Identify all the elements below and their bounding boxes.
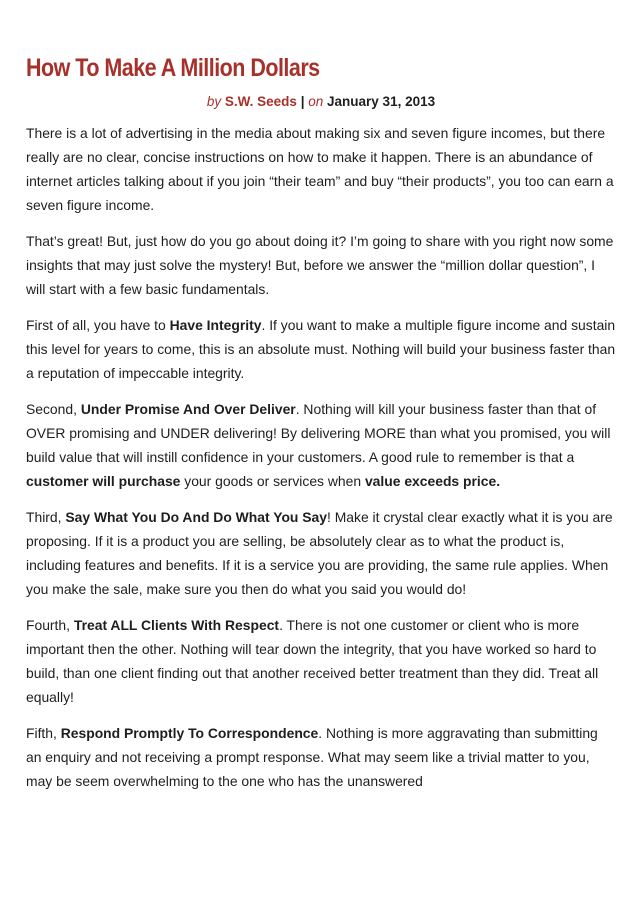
article-title: How To Make A Million Dollars <box>26 54 320 82</box>
paragraph-5-emphasis: Say What You Do And Do What You Say <box>65 509 327 525</box>
paragraph-4-emphasis-3: value exceeds price. <box>364 473 501 489</box>
paragraph-6 <box>26 613 616 709</box>
paragraph-5-text: Third, <box>26 509 66 525</box>
paragraph-6-text: Fourth, <box>26 617 74 633</box>
paragraph-6-emphasis: Treat ALL Clients With Respect <box>73 617 280 633</box>
paragraph-7 <box>26 721 616 793</box>
paragraph-4-text-middle: . Nothing will kill your business faster than that of OVER promising and UNDER delivering! By delivering MORE than what you promised, you will build value that will instill confidence in your customers. A good rule to remember is that a <box>26 401 611 465</box>
byline-on: on <box>308 94 324 109</box>
paragraph-4-text-middle-2: your goods or services when <box>180 473 365 489</box>
paragraph-4-emphasis: Under Promise And Over Deliver <box>80 401 296 417</box>
byline-separator: | <box>300 94 305 109</box>
byline-date: January 31, 2013 <box>327 94 436 109</box>
paragraph-2: That’s great! But, just how do you go about doing it? I’m going to share with you right now some insights that may just solve the mystery! But, before we answer the “million dollar question”, I will start with a few basic fundamentals. <box>26 233 614 297</box>
paragraph-7-text: Fifth, <box>26 725 61 741</box>
paragraph-3-emphasis: Have Integrity <box>169 317 262 333</box>
paragraph-7-emphasis: Respond Promptly To Correspondence <box>60 725 319 741</box>
paragraph-5-text-end: ! Make it crystal clear exactly what it is you are proposing. If it is a product you are selling, be absolutely clear as to what the product is, including features and benefits. If it is a service you are providing, the same rule applies. When you make the sale, make sure you then do what you said you would do! <box>26 509 613 597</box>
article <box>26 52 616 805</box>
byline-by: by <box>206 94 222 109</box>
paragraph-3 <box>26 313 616 385</box>
paragraph-3-text-end: . If you want to make a multiple figure income and sustain this level for years to come, this is an absolute must. Nothing will build your business faster than a reputation of impeccable integrity. <box>26 317 616 381</box>
paragraph-6-text-end: . There is not one customer or client who is more important then the other. Nothing will tear down the integrity, that you have worked so hard to build, than one client finding out that another received better treatment than they did. Treat all equally! <box>26 617 599 705</box>
paragraph-4 <box>26 397 616 493</box>
paragraph-4-emphasis-2: customer will purchase <box>26 473 181 489</box>
paragraph-3-text: First of all, you have to <box>26 317 170 333</box>
paragraph-7-text-end: . Nothing is more aggravating than submitting an enquiry and not receiving a prompt response. What may seem like a trivial matter to you, may be seem overwhelming to the one who has the unanswered <box>26 725 598 789</box>
paragraph-4-text: Second, <box>26 401 81 417</box>
article-byline <box>26 93 616 111</box>
paragraph-5 <box>26 505 616 601</box>
byline-author-link[interactable]: S.W. Seeds <box>224 94 297 109</box>
paragraph-1: There is a lot of advertising in the media about making six and seven figure incomes, but there really are no clear, concise instructions on how to make it happen. There is an abundance of internet articles talking about if you join “their team” and buy “their products”, you too can earn a seven figure income. <box>26 125 614 213</box>
article-body <box>26 121 616 793</box>
